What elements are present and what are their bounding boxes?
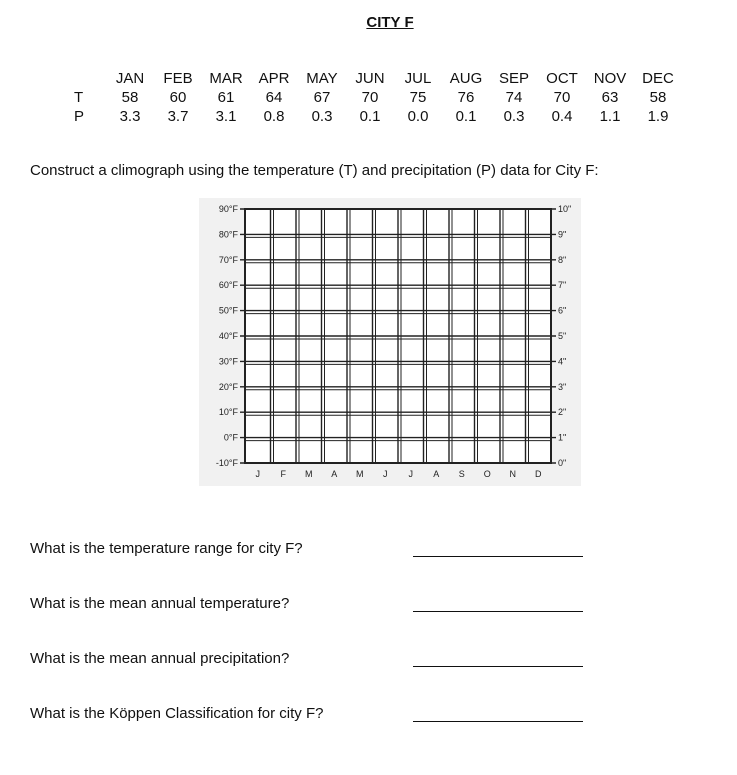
answer-line-mean-temperature[interactable] <box>413 611 583 612</box>
table-cell: 67 <box>313 89 331 106</box>
temperature-tick-label: 40°F <box>218 331 238 341</box>
month-header-mar: MAR <box>209 70 243 87</box>
temperature-tick-label: 60°F <box>218 280 238 291</box>
month-header-dec: DEC <box>642 70 674 87</box>
month-tick-label: S <box>458 469 465 479</box>
table-cell: 63 <box>601 89 619 106</box>
temperature-tick-label: 80°F <box>218 229 238 240</box>
precipitation-tick-label: 6" <box>558 305 567 316</box>
row-label: P <box>74 108 85 125</box>
temperature-tick-label: -10°F <box>215 458 238 468</box>
question-koppen-classification: What is the Köppen Classification for city F? <box>30 705 324 722</box>
month-header-nov: NOV <box>593 70 627 87</box>
table-cell: 3.3 <box>119 108 141 125</box>
month-tick-label: M <box>356 469 364 479</box>
temperature-tick-label: 20°F <box>218 381 238 392</box>
month-header-aug: AUG <box>449 70 483 87</box>
month-tick-label: J <box>408 469 413 479</box>
table-cell: 1.9 <box>647 108 669 125</box>
month-header-jan: JAN <box>115 70 145 87</box>
table-cell: 70 <box>553 89 571 106</box>
table-cell: 0.4 <box>551 108 573 125</box>
table-cell: 0.8 <box>263 108 285 125</box>
table-cell: 0.1 <box>359 108 381 125</box>
table-cell: 74 <box>505 89 523 106</box>
table-cell: 0.3 <box>311 108 333 125</box>
table-cell: 58 <box>121 89 139 106</box>
month-header-sep: SEP <box>498 70 529 87</box>
table-cell: 0.1 <box>455 108 477 125</box>
month-header-jun: JUN <box>355 70 385 87</box>
question-temperature-range: What is the temperature range for city F? <box>30 540 303 557</box>
table-cell: 0.3 <box>503 108 525 125</box>
precipitation-tick-label: 8" <box>558 254 567 265</box>
month-tick-label: F <box>280 469 286 479</box>
month-tick-label: M <box>305 469 313 479</box>
table-cell: 0.0 <box>407 108 429 125</box>
table-cell: 60 <box>169 89 187 106</box>
question-mean-temperature: What is the mean annual temperature? <box>30 595 290 612</box>
instruction-text: Construct a climograph using the temperature (T) and precipitation (P) data for City F: <box>30 162 599 179</box>
table-cell: 1.1 <box>599 108 621 125</box>
page-title: CITY F <box>366 14 414 31</box>
temperature-tick-label: 30°F <box>218 356 238 367</box>
answer-line-temperature-range[interactable] <box>413 556 583 557</box>
table-cell: 58 <box>649 89 667 106</box>
temperature-tick-label: 0°F <box>223 432 238 443</box>
climograph-grid <box>199 198 581 486</box>
month-tick-label: N <box>509 469 516 479</box>
month-tick-label: A <box>331 469 338 479</box>
month-header-may: MAY <box>306 70 338 87</box>
answer-line-koppen-classification[interactable] <box>413 721 583 722</box>
table-cell: 3.7 <box>167 108 189 125</box>
month-header-jul: JUL <box>404 70 432 87</box>
table-cell: 70 <box>361 89 379 106</box>
table-cell: 3.1 <box>215 108 237 125</box>
precipitation-tick-label: 2" <box>558 407 567 418</box>
precipitation-tick-label: 9" <box>558 229 567 240</box>
precipitation-tick-label: 5" <box>558 331 567 341</box>
month-header-feb: FEB <box>163 70 193 87</box>
temperature-tick-label: 90°F <box>218 204 238 214</box>
row-label: T <box>74 89 84 106</box>
precipitation-tick-label: 10" <box>558 204 572 214</box>
precipitation-tick-label: 3" <box>558 381 567 392</box>
month-tick-label: D <box>535 469 542 479</box>
climograph-svg <box>199 198 581 486</box>
temperature-tick-label: 10°F <box>218 407 238 418</box>
question-mean-precipitation: What is the mean annual precipitation? <box>30 650 290 667</box>
precipitation-tick-label: 4" <box>558 356 567 367</box>
table-cell: 64 <box>265 89 283 106</box>
answer-line-mean-precipitation[interactable] <box>413 666 583 667</box>
month-tick-label: J <box>383 469 388 479</box>
month-header-apr: APR <box>258 70 290 87</box>
temperature-tick-label: 70°F <box>218 254 238 265</box>
table-cell: 61 <box>217 89 235 106</box>
precipitation-tick-label: 7" <box>558 280 567 291</box>
month-tick-label: O <box>483 469 491 479</box>
precipitation-tick-label: 0" <box>558 458 567 468</box>
table-cell: 76 <box>457 89 475 106</box>
temperature-tick-label: 50°F <box>218 305 238 316</box>
precipitation-tick-label: 1" <box>558 432 567 443</box>
table-cell: 75 <box>409 89 427 106</box>
month-tick-label: A <box>433 469 440 479</box>
month-header-oct: OCT <box>546 70 578 87</box>
month-tick-label: J <box>255 469 260 479</box>
